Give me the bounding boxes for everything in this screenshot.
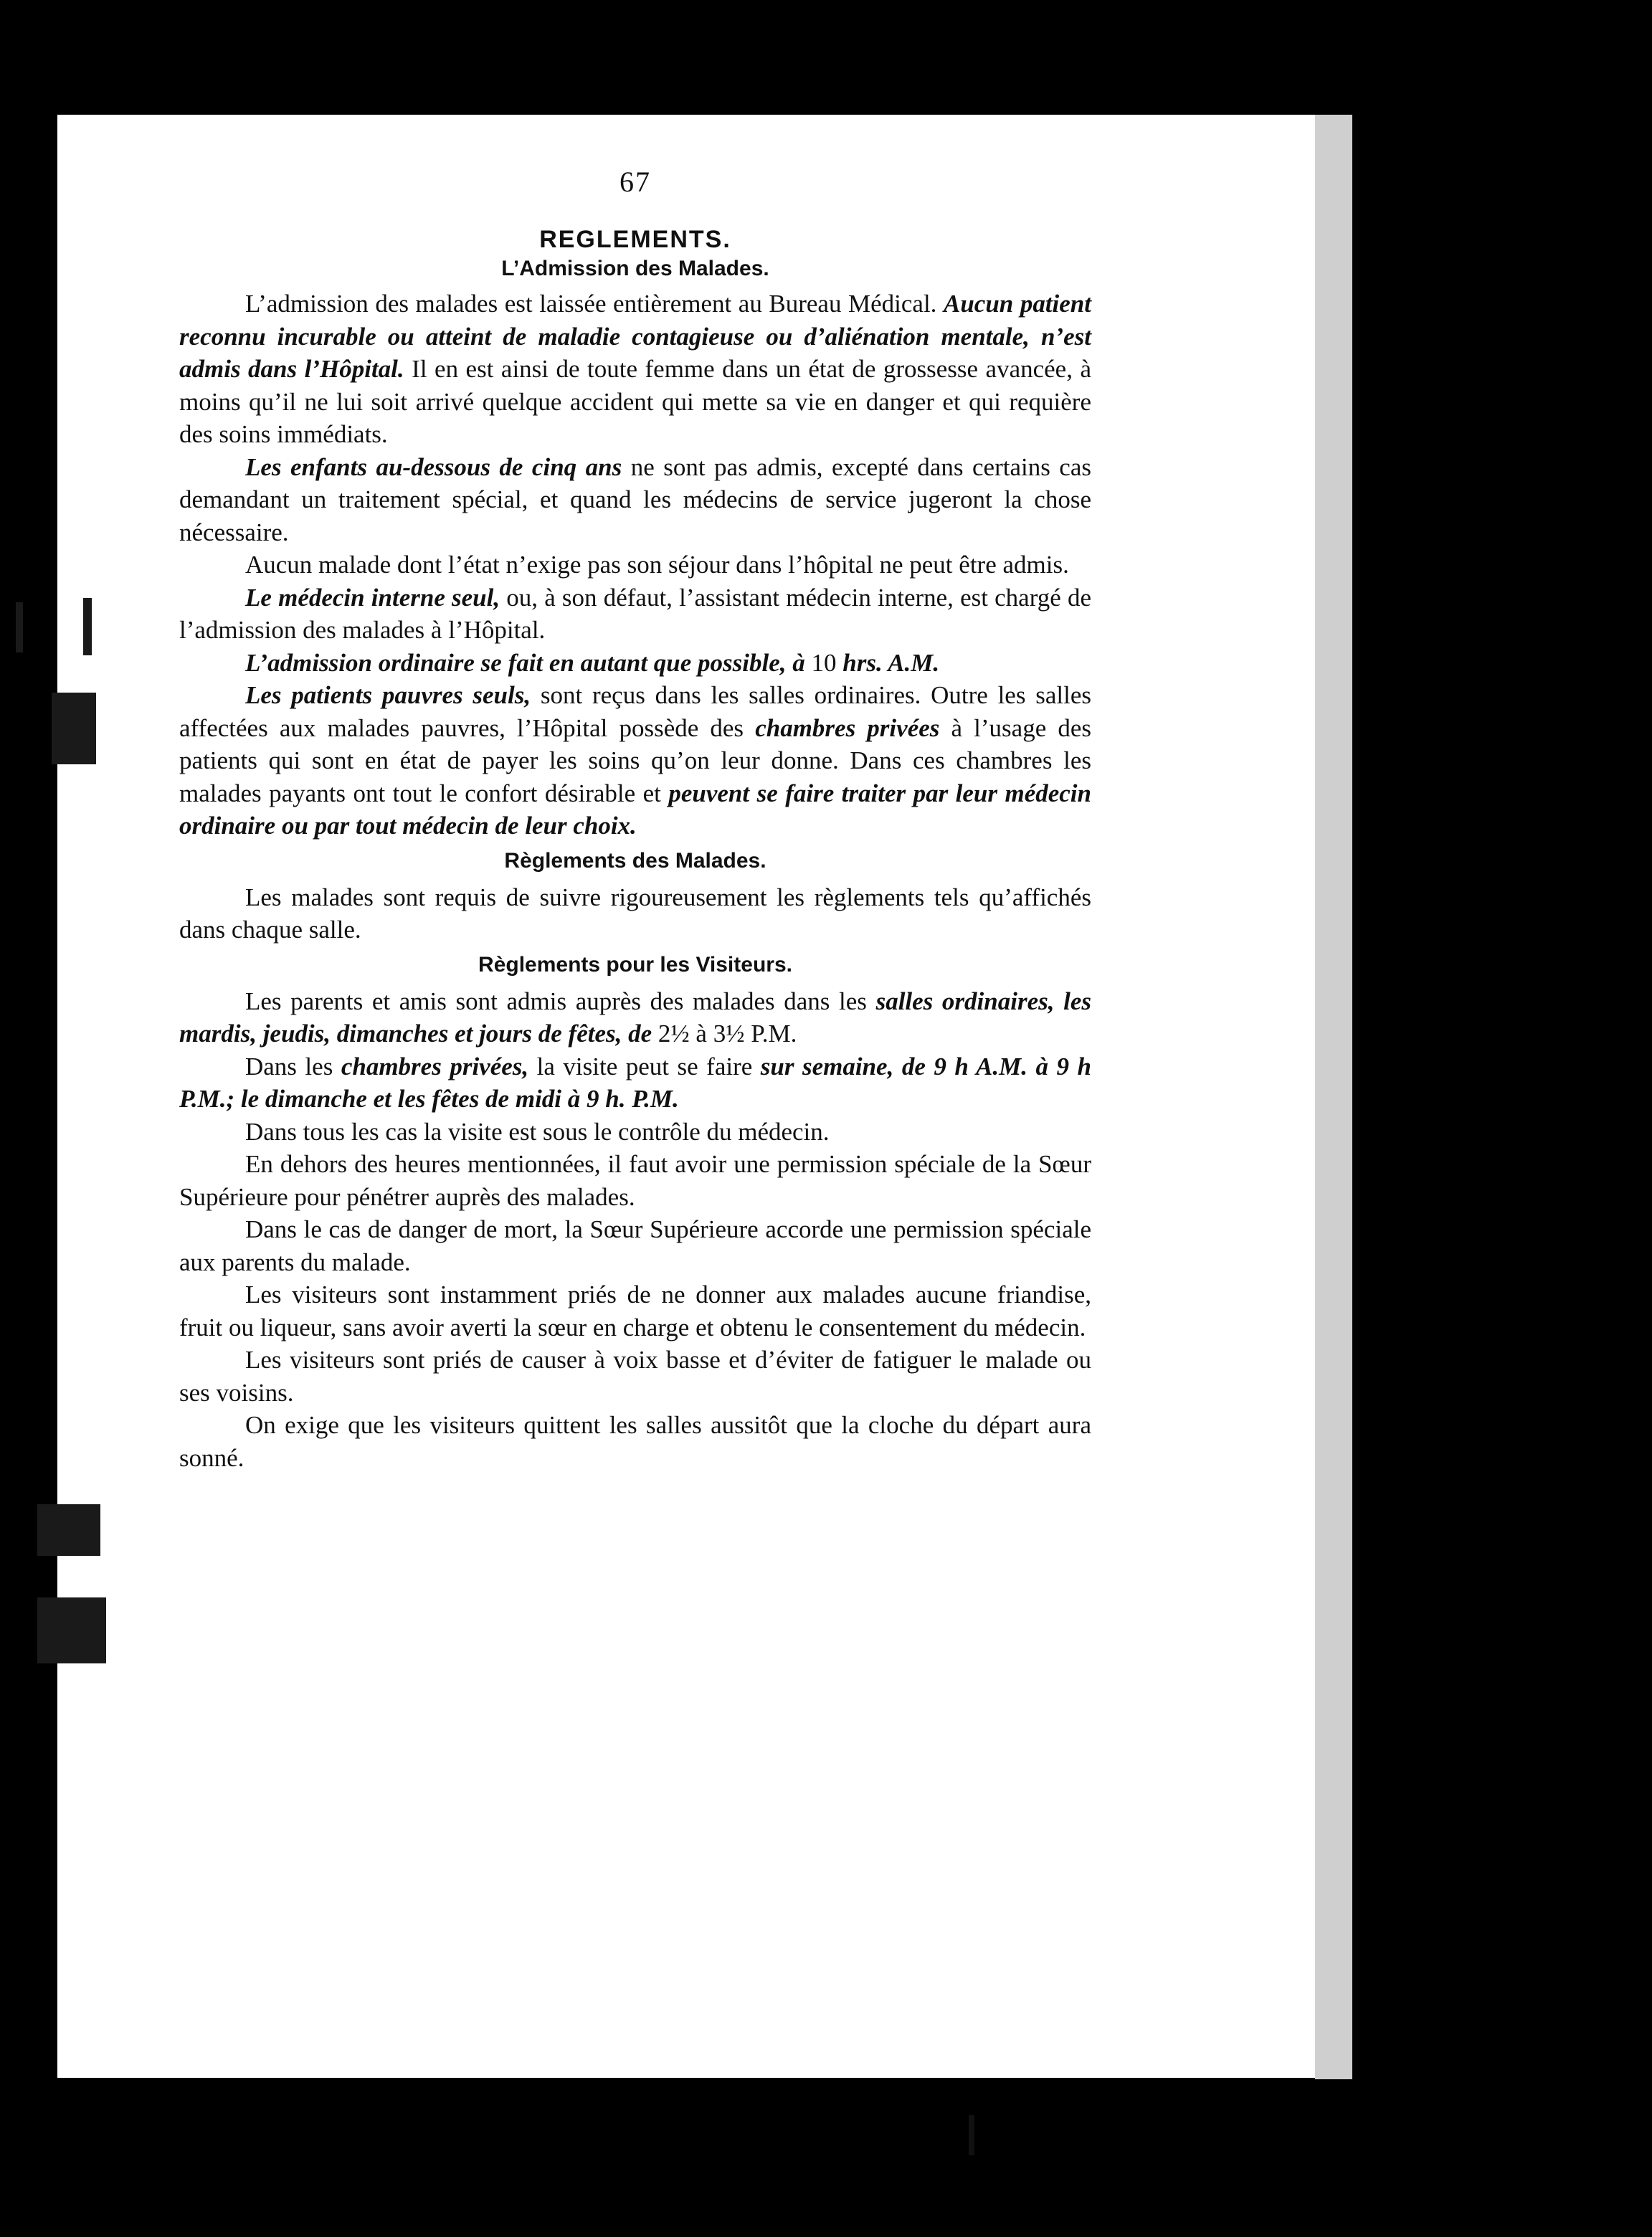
paragraph: Les patients pauvres seuls, sont reçus dans les salles ordinaires. Outre les salles affectées aux malades pauvres, l’Hôpital possède des chambres privées à l’usage des patients qui sont en état de payer les soins qu’on leur donne. Dans ces chambres les malades payants ont tout le confort désirable et peuvent se faire traiter par leur médecin ordinaire ou par tout médecin de leur choix. (179, 681, 1092, 840)
page-content (179, 165, 1091, 1474)
binding-mark (52, 693, 96, 764)
paragraph: Le médecin interne seul, ou, à son défaut, l’assistant médecin interne, est chargé de l’admission des malades à l’Hôpital. (179, 583, 1091, 644)
section-heading-visiteurs: Règlements pour les Visiteurs. (478, 952, 792, 977)
page-number: 67 (620, 166, 651, 198)
paragraph: Les visiteurs sont instamment priés de ne donner aux malades aucune friandise, fruit ou liqueur, sans avoir averti la sœur en charge et obtenu le consentement du médecin. (179, 1281, 1091, 1341)
paragraph: L’admission des malades est laissée entièrement au Bureau Médical. Aucun patient reconnu incurable ou atteint de maladie contagieuse ou d’aliénation mentale, n’est admis dans l’Hôpital. Il en est ainsi de toute femme dans un état de grossesse avancée, à moins qu’il ne lui soit arrivé quelque accident qui mette sa vie en danger et qui requière des soins immédiats. (179, 290, 1091, 448)
binding-mark (37, 1597, 106, 1663)
paragraph: Dans les chambres privées, la visite peut se faire sur semaine, de 9 h A.M. à 9 h P.M.; le dimanche et les fêtes de midi à 9 h. P.M. (179, 1052, 1091, 1113)
paragraph: Les parents et amis sont admis auprès des malades dans les salles ordinaires, les mardis, jeudis, dimanches et jours de fêtes, de 2½ à 3½ P.M. (179, 987, 1092, 1048)
page-edge (1315, 115, 1352, 2079)
binding-mark (16, 602, 23, 652)
scan-mark (969, 2115, 974, 2155)
paragraph: On exige que les visiteurs quittent les salles aussitôt que la cloche du départ aura sonné. (179, 1411, 1091, 1472)
paragraph: L’admission ordinaire se fait en autant que possible, à 10 hrs. A.M. (245, 648, 940, 677)
page-title: REGLEMENTS. (539, 226, 731, 253)
binding-mark (37, 1504, 100, 1556)
paragraph: Les malades sont requis de suivre rigoureusement les règlements tels qu’affichés dans chaque salle. (179, 883, 1091, 944)
paragraph: Dans tous les cas la visite est sous le contrôle du médecin. (245, 1117, 830, 1146)
binding-mark (83, 598, 92, 655)
paragraph: Dans le cas de danger de mort, la Sœur Supérieure accorde une permission spéciale aux parents du malade. (179, 1215, 1091, 1276)
paragraph: Aucun malade dont l’état n’exige pas son séjour dans l’hôpital ne peut être admis. (245, 551, 1069, 579)
section-heading-admission: L’Admission des Malades. (501, 257, 769, 280)
paragraph: Les enfants au-dessous de cinq ans ne sont pas admis, excepté dans certains cas demandant un traitement spécial, et quand les médecins de service jugeront la chose nécessaire. (179, 452, 1091, 546)
paragraph: En dehors des heures mentionnées, il faut avoir une permission spéciale de la Sœur Supérieure pour pénétrer auprès des malades. (179, 1150, 1091, 1211)
section-heading-malades: Règlements des Malades. (504, 848, 766, 873)
paragraph: Les visiteurs sont priés de causer à voix basse et d’éviter de fatiguer le malade ou ses voisins. (179, 1346, 1091, 1407)
